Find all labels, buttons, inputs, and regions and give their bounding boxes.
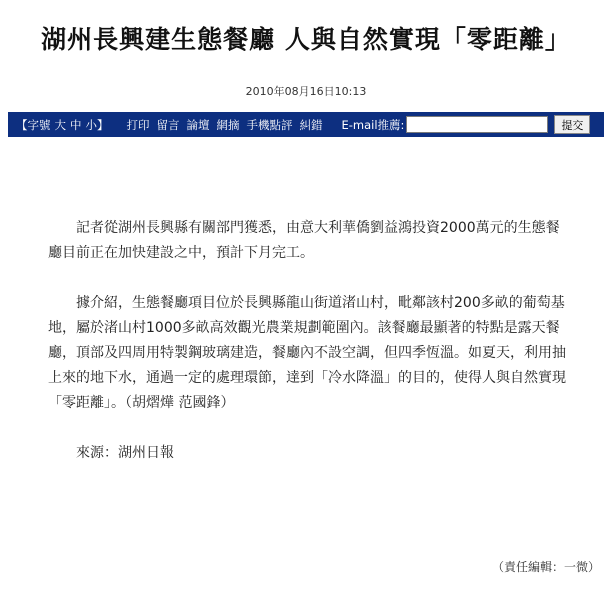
toolbar-links xyxy=(125,117,328,133)
font-size-small-link[interactable]: 小】 xyxy=(85,117,109,132)
article-paragraph: 據介紹，生態餐廳項目位於長興縣龍山街道渚山村，毗鄰該村200多畝的葡萄基地，屬於渚山村1000多畝高效觀光農業規劃範圍內。該餐廳最顯著的特點是露天餐廳，頂部及四周用特製鋼玻璃建造，餐廳內不設空調，但四季恆溫。如夏天，利用抽上來的地下水，通過一定的處理環節，達到「冷水降溫」的目的，使得人與自然實現「零距離」。（胡熠燁 范國鋒） xyxy=(48,295,566,411)
submit-button[interactable]: 提交 xyxy=(554,115,590,134)
font-size-group xyxy=(14,117,111,133)
bookmark-link[interactable]: 網摘 xyxy=(216,117,240,132)
email-recommend-label: E-mail推薦: xyxy=(341,117,405,132)
print-link[interactable]: 打印 xyxy=(126,117,150,132)
font-size-label: 【字號 xyxy=(16,117,51,132)
article-body xyxy=(48,216,568,491)
publish-date: 2010年08月16日10:13 xyxy=(245,85,367,98)
responsible-editor: （責任編輯：一微） xyxy=(491,560,600,574)
article-title: 湖州長興建生態餐廳 人與自然實現「零距離」 xyxy=(41,25,571,54)
article-toolbar xyxy=(8,112,604,137)
article-source: 來源：湖州日報 xyxy=(76,445,174,461)
forum-link[interactable]: 論壇 xyxy=(186,117,210,132)
font-size-large-link[interactable]: 大 xyxy=(54,117,66,132)
mobile-review-link[interactable]: 手機點評 xyxy=(246,117,293,132)
font-size-medium-link[interactable]: 中 xyxy=(70,117,82,132)
report-error-link[interactable]: 糾錯 xyxy=(299,117,323,132)
email-input[interactable] xyxy=(406,116,548,133)
article-paragraph: 記者從湖州長興縣有關部門獲悉，由意大利華僑劉益鴻投資2000萬元的生態餐廳目前正在加快建設之中，預計下月完工。 xyxy=(48,220,560,261)
comment-link[interactable]: 留言 xyxy=(156,117,180,132)
